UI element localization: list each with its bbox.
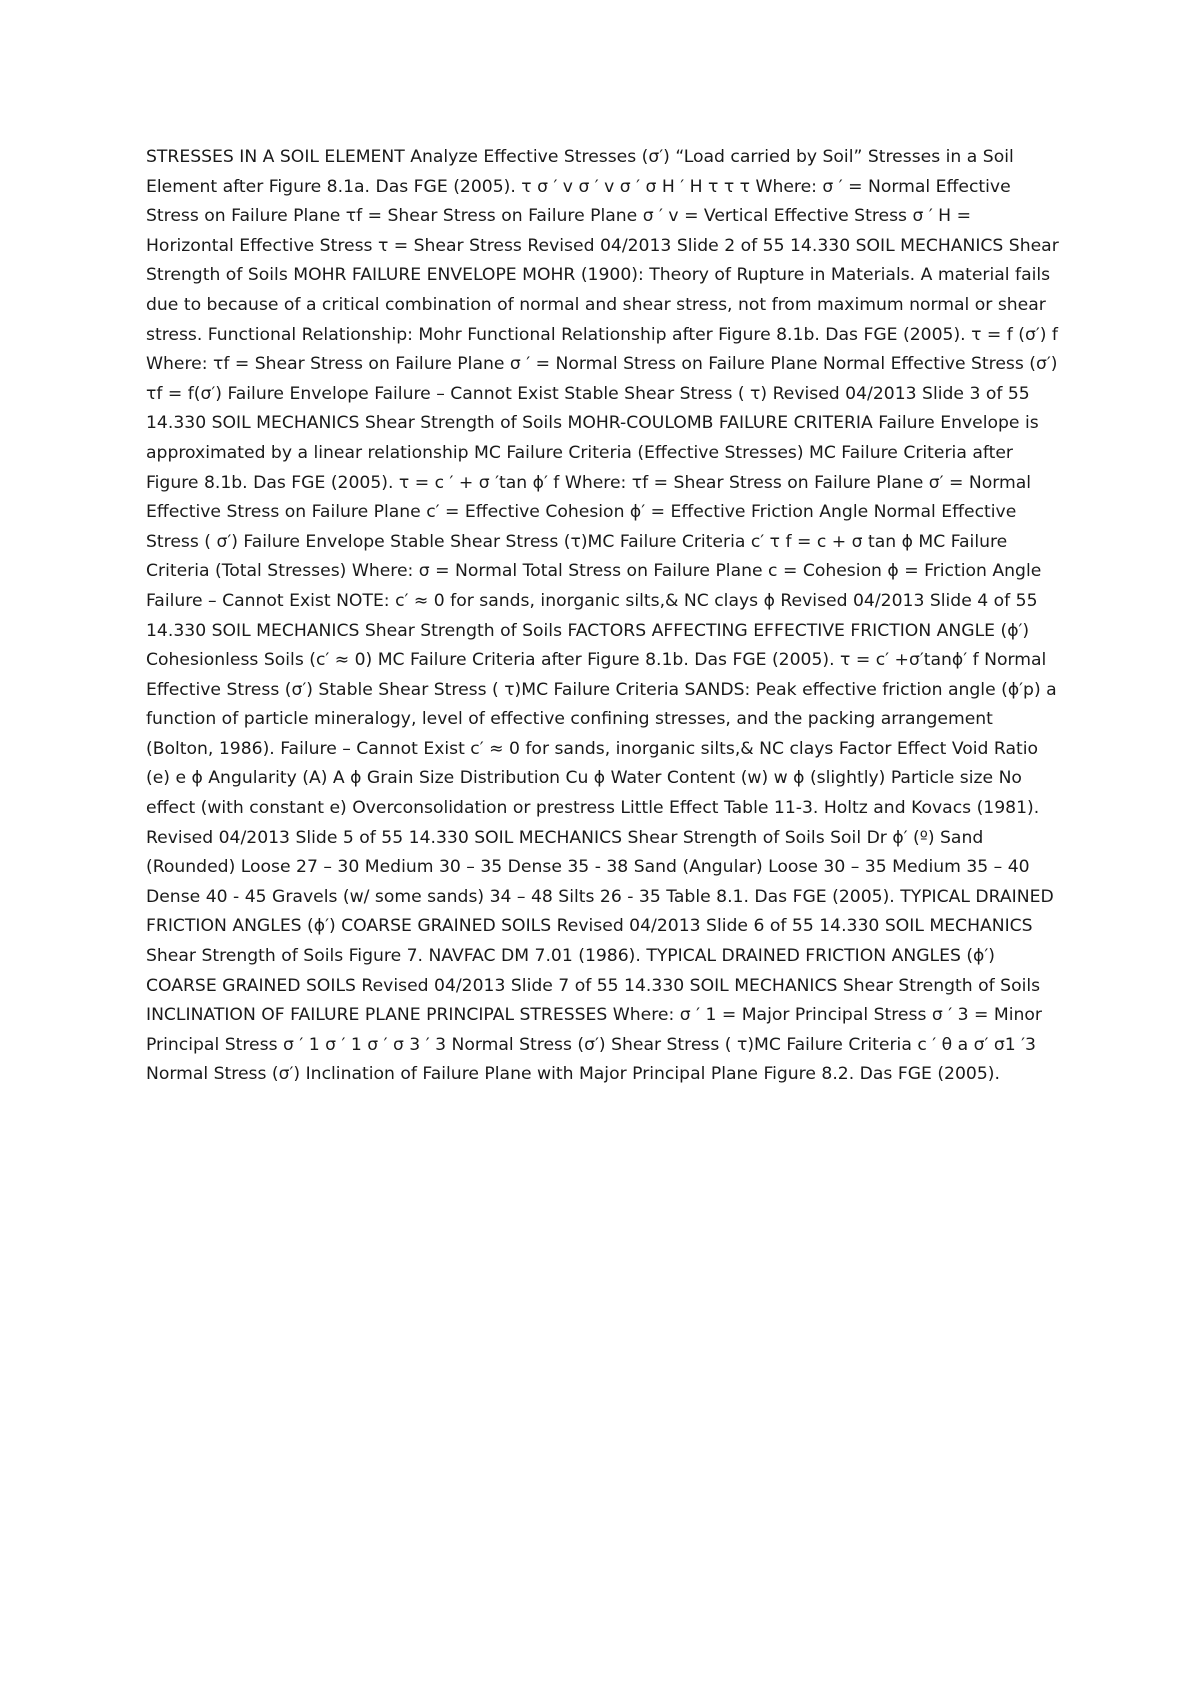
body-text-paragraph: STRESSES IN A SOIL ELEMENT Analyze Effective Stresses (σ′) “Load carried by Soil” Stresses in a Soil Element after Figure 8.1a. Das FGE (2005). τ σ ′ v σ ′ v σ ′ σ H ′ H τ τ τ Where: σ ′ = Normal Effective Stress on Failure Plane τf = Shear Stress on Failure Plane σ ′ v = Vertical Effective Stress σ ′ H = Horizontal Effective Stress τ = Shear Stress Revised 04/2013 Slide 2 of 55 14.330 SOIL MECHANICS Shear Strength of Soils MOHR FAILURE ENVELOPE MOHR (1900): Theory of Rupture in Materials. A material fails due to because of a critical combination of normal and shear stress, not from maximum normal or shear stress. Functional Relationship: Mohr Functional Relationship after Figure 8.1b. Das FGE (2005). τ = f (σ′) f Where: τf = Shear Stress on Failure Plane σ ′ = Normal Stress on Failure Plane Normal Effective Stress (σ′) τf = f(σ′) Failure Envelope Failure – Cannot Exist Stable Shear Stress ( τ) Revised 04/2013 Slide 3 of 55 14.330 SOIL MECHANICS Shear Strength of Soils MOHR-COULOMB FAILURE CRITERIA Failure Envelope is approximated by a linear relationship MC Failure Criteria (Effective Stresses) MC Failure Criteria after Figure 8.1b. Das FGE (2005). τ = c ′ + σ ′tan ϕ′ f Where: τf = Shear Stress on Failure Plane σ′ = Normal Effective Stress on Failure Plane c′ = Effective Cohesion ϕ′ = Effective Friction Angle Normal Effective Stress ( σ′) Failure Envelope Stable Shear Stress (τ)MC Failure Criteria c′ τ f = c + σ tan ϕ MC Failure Criteria (Total Stresses) Where: σ = Normal Total Stress on Failure Plane c = Cohesion ϕ = Friction Angle Failure – Cannot Exist NOTE: c′ ≈ 0 for sands, inorganic silts,& NC clays ϕ Revised 04/2013 Slide 4 of 55 14.330 SOIL MECHANICS Shear Strength of Soils FACTORS AFFECTING EFFECTIVE FRICTION ANGLE (ϕ′) Cohesionless Soils (c′ ≈ 0) MC Failure Criteria after Figure 8.1b. Das FGE (2005). τ = c′ +σ′tanϕ′ f Normal Effective Stress (σ′) Stable Shear Stress ( τ)MC Failure Criteria SANDS: Peak effective friction angle (ϕ′p) a function of particle mineralogy, level of effective confining stresses, and the packing arrangement (Bolton, 1986). Failure – Cannot Exist c′ ≈ 0 for sands, inorganic silts,& NC clays Factor Effect Void Ratio (e) e ϕ Angularity (A) A ϕ Grain Size Distribution Cu ϕ Water Content (w) w ϕ (slightly) Particle size No effect (with constant e) Overconsolidation or prestress Little Effect Table 11-3. Holtz and Kovacs (1981). Revised 04/2013 Slide 5 of 55 14.330 SOIL MECHANICS Shear Strength of Soils Soil Dr ϕ′ (º) Sand (Rounded) Loose 27 – 30 Medium 30 – 35 Dense 35 - 38 Sand (Angular) Loose 30 – 35 Medium 35 – 40 Dense 40 - 45 Gravels (w/ some sands) 34 – 48 Silts 26 - 35 Table 8.1. Das FGE (2005). TYPICAL DRAINED FRICTION ANGLES (ϕ′) COARSE GRAINED SOILS Revised 04/2013 Slide 6 of 55 14.330 SOIL MECHANICS Shear Strength of Soils Figure 7. NAVFAC DM 7.01 (1986). TYPICAL DRAINED FRICTION ANGLES (ϕ′) COARSE GRAINED SOILS Revised 04/2013 Slide 7 of 55 14.330 SOIL MECHANICS Shear Strength of Soils INCLINATION OF FAILURE PLANE PRINCIPAL STRESSES Where: σ ′ 1 = Major Principal Stress σ ′ 3 = Minor Principal Stress σ ′ 1 σ ′ 1 σ ′ σ 3 ′ 3 Normal Stress (σ′) Shear Stress ( τ)MC Failure Criteria c ′ θ a σ′ σ1 ′3 Normal Stress (σ′) Inclination of Failure Plane with Major Principal Plane Figure 8.2. Das FGE (2005). xyxy=(146,147,1059,1085)
